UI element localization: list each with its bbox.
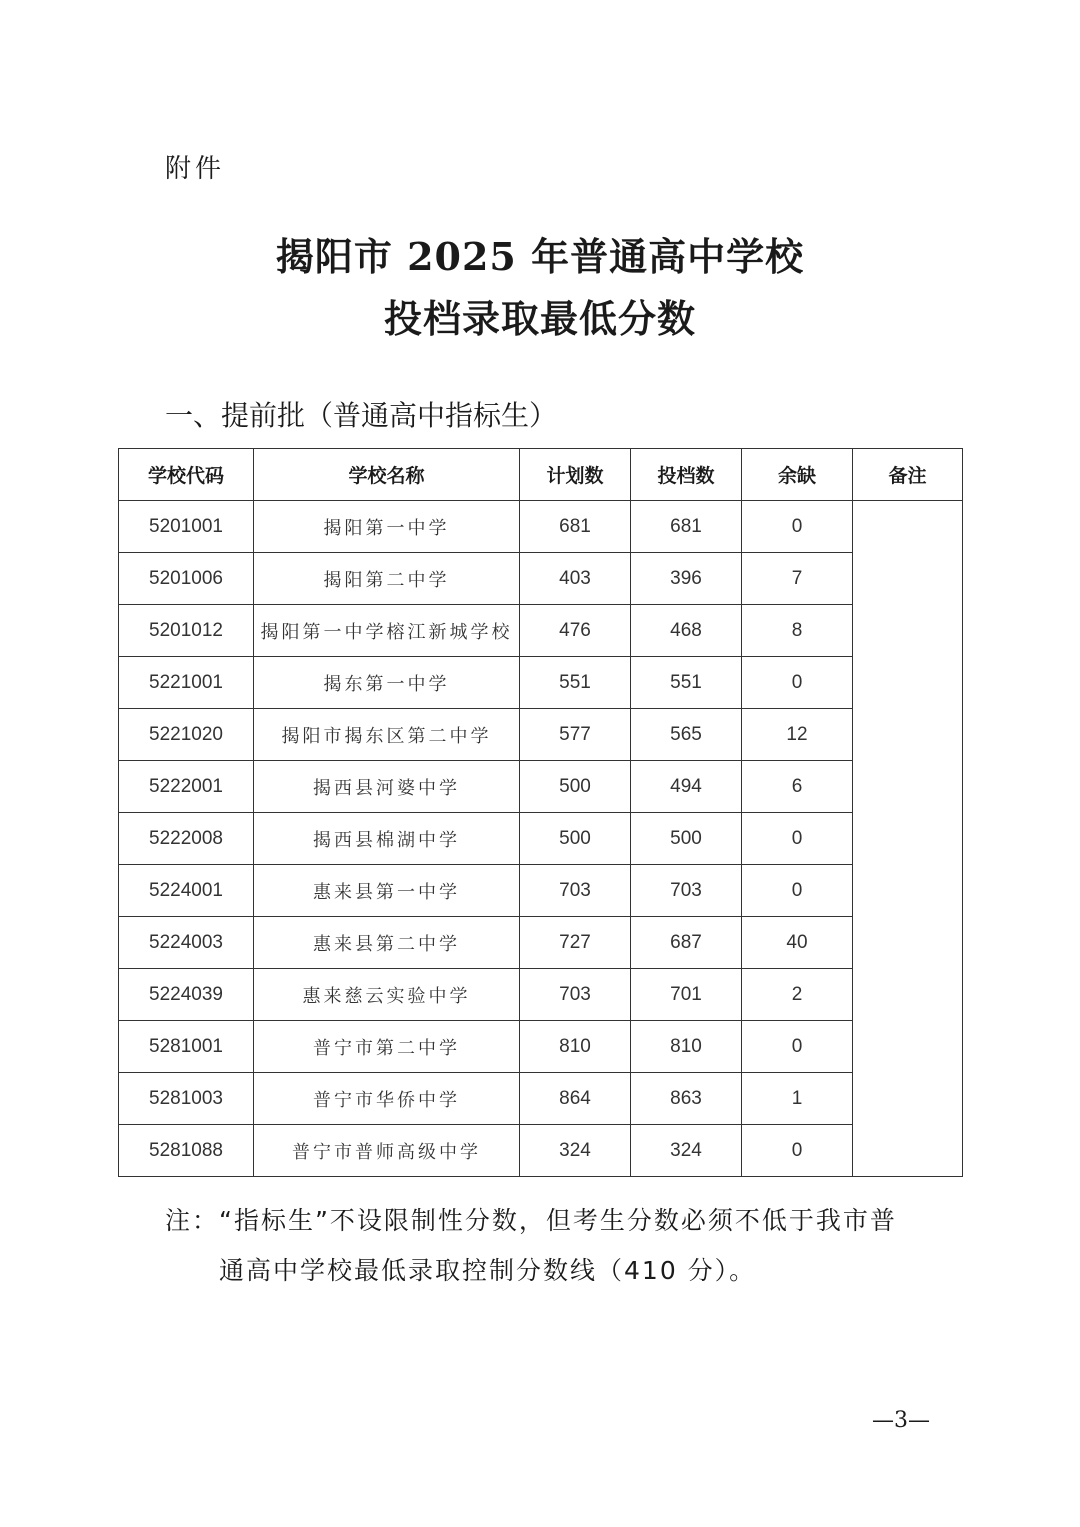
header-school-name: 学校名称 — [254, 449, 520, 501]
admitted-count: 810 — [631, 1021, 742, 1073]
section-heading: 一、提前批（普通高中指标生） — [165, 399, 558, 432]
school-name: 惠来县第二中学 — [254, 917, 520, 969]
school-code: 5221001 — [119, 657, 254, 709]
admitted-count: 494 — [631, 761, 742, 813]
shortfall-count: 12 — [742, 709, 853, 761]
table-row — [119, 1125, 963, 1177]
admitted-count: 551 — [631, 657, 742, 709]
header-school-code: 学校代码 — [119, 449, 254, 501]
school-name: 普宁市普师高级中学 — [254, 1125, 520, 1177]
school-name: 普宁市第二中学 — [254, 1021, 520, 1073]
table-header-row — [119, 449, 963, 501]
table-row — [119, 813, 963, 865]
school-code: 5281001 — [119, 1021, 254, 1073]
table-row — [119, 605, 963, 657]
school-name: 惠来县第一中学 — [254, 865, 520, 917]
admission-score-table — [118, 448, 963, 1177]
school-code: 5224039 — [119, 969, 254, 1021]
shortfall-count: 0 — [742, 501, 853, 553]
admitted-count: 703 — [631, 865, 742, 917]
school-name: 揭阳第二中学 — [254, 553, 520, 605]
table-row — [119, 761, 963, 813]
header-remarks: 备注 — [853, 449, 963, 501]
document-title-line1: 揭阳市 2025 年普通高中学校 — [275, 234, 805, 279]
table-row — [119, 865, 963, 917]
school-code: 5201012 — [119, 605, 254, 657]
admitted-count: 565 — [631, 709, 742, 761]
plan-count: 864 — [520, 1073, 631, 1125]
shortfall-count: 6 — [742, 761, 853, 813]
school-code: 5281003 — [119, 1073, 254, 1125]
school-name: 揭阳第一中学 — [254, 501, 520, 553]
table-row — [119, 553, 963, 605]
shortfall-count: 0 — [742, 1125, 853, 1177]
school-name: 揭东第一中学 — [254, 657, 520, 709]
plan-count: 577 — [520, 709, 631, 761]
plan-count: 703 — [520, 969, 631, 1021]
note-line2: 通高中学校最低录取控制分数线（410 分）。 — [219, 1256, 757, 1285]
school-code: 5224001 — [119, 865, 254, 917]
shortfall-count: 0 — [742, 657, 853, 709]
header-shortfall: 余缺 — [742, 449, 853, 501]
school-name: 惠来慈云实验中学 — [254, 969, 520, 1021]
plan-count: 324 — [520, 1125, 631, 1177]
shortfall-count: 0 — [742, 1021, 853, 1073]
plan-count: 500 — [520, 761, 631, 813]
school-name: 揭西县棉湖中学 — [254, 813, 520, 865]
shortfall-count: 8 — [742, 605, 853, 657]
shortfall-count: 40 — [742, 917, 853, 969]
admitted-count: 396 — [631, 553, 742, 605]
school-name: 揭阳市揭东区第二中学 — [254, 709, 520, 761]
shortfall-count: 0 — [742, 865, 853, 917]
school-name: 普宁市华侨中学 — [254, 1073, 520, 1125]
plan-count: 476 — [520, 605, 631, 657]
admitted-count: 701 — [631, 969, 742, 1021]
table-row — [119, 1073, 963, 1125]
header-admitted: 投档数 — [631, 449, 742, 501]
table-row — [119, 657, 963, 709]
plan-count: 681 — [520, 501, 631, 553]
school-code: 5201001 — [119, 501, 254, 553]
plan-count: 727 — [520, 917, 631, 969]
plan-count: 551 — [520, 657, 631, 709]
admitted-count: 687 — [631, 917, 742, 969]
admitted-count: 681 — [631, 501, 742, 553]
school-code: 5222001 — [119, 761, 254, 813]
school-name: 揭西县河婆中学 — [254, 761, 520, 813]
table-row — [119, 709, 963, 761]
admitted-count: 324 — [631, 1125, 742, 1177]
school-code: 5222008 — [119, 813, 254, 865]
plan-count: 403 — [520, 553, 631, 605]
page-number: —3— — [872, 1408, 930, 1433]
admitted-count: 468 — [631, 605, 742, 657]
school-code: 5201006 — [119, 553, 254, 605]
admitted-count: 500 — [631, 813, 742, 865]
document-title-line2: 投档录取最低分数 — [383, 296, 696, 341]
shortfall-count: 7 — [742, 553, 853, 605]
admitted-count: 863 — [631, 1073, 742, 1125]
table-row — [119, 501, 963, 553]
shortfall-count: 1 — [742, 1073, 853, 1125]
school-code: 5221020 — [119, 709, 254, 761]
attachment-label: 附件 — [165, 154, 226, 184]
plan-count: 810 — [520, 1021, 631, 1073]
table-note — [165, 1196, 925, 1296]
table-row — [119, 969, 963, 1021]
shortfall-count: 0 — [742, 813, 853, 865]
school-code: 5224003 — [119, 917, 254, 969]
table-row — [119, 917, 963, 969]
note-line1: 注：“指标生”不设限制性分数，但考生分数必须不低于我市普 — [165, 1206, 897, 1235]
plan-count: 703 — [520, 865, 631, 917]
header-plan: 计划数 — [520, 449, 631, 501]
school-code: 5281088 — [119, 1125, 254, 1177]
table-row — [119, 1021, 963, 1073]
remarks-cell — [853, 501, 963, 1177]
shortfall-count: 2 — [742, 969, 853, 1021]
school-name: 揭阳第一中学榕江新城学校 — [254, 605, 520, 657]
plan-count: 500 — [520, 813, 631, 865]
